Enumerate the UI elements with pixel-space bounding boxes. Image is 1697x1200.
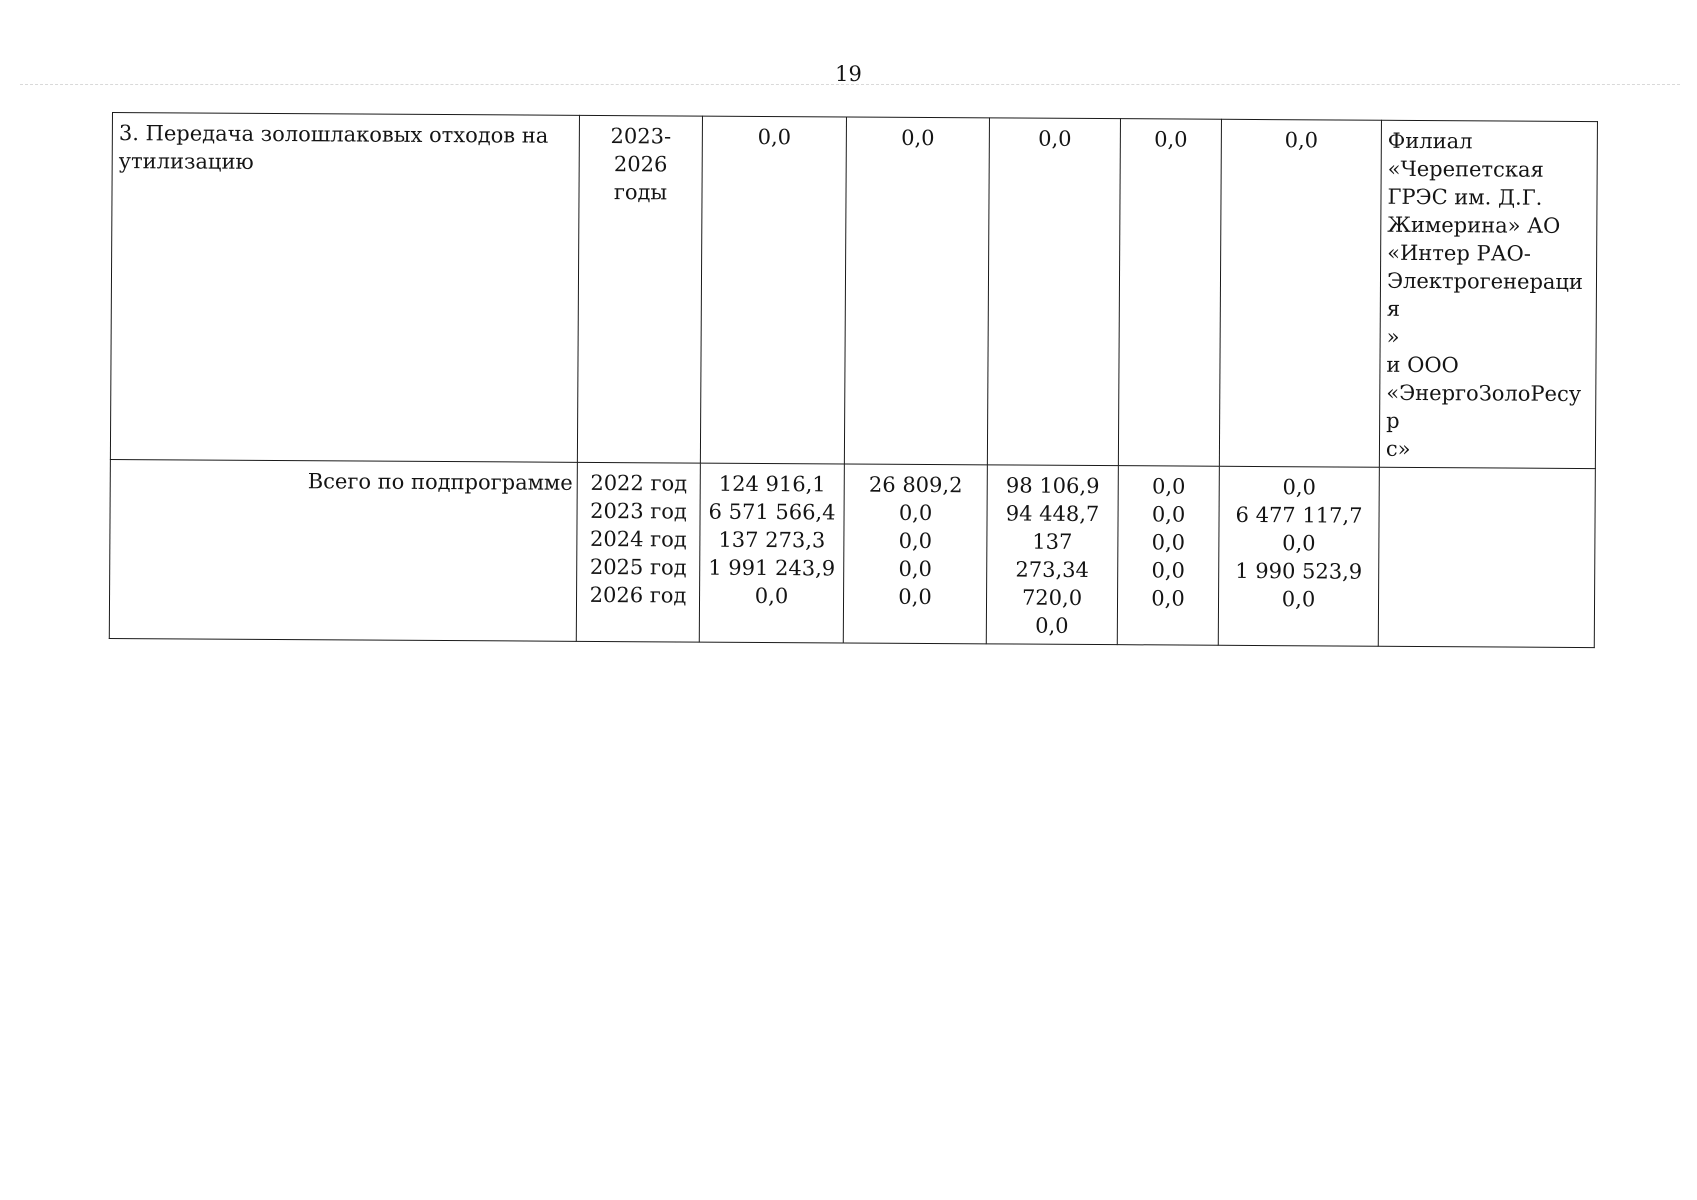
executor-line: «Интер РАО- — [1387, 240, 1531, 266]
item-executor-cell — [1379, 120, 1597, 468]
year-label: 2023 год — [590, 498, 687, 524]
executor-line: Филиал — [1387, 128, 1473, 154]
executor-line: «Черепетская — [1387, 156, 1544, 182]
item-period-years: 2023-2026 — [610, 124, 672, 177]
executor-line: «ЭнергоЗолоРесур — [1386, 380, 1582, 433]
total-col-5-cell — [1218, 466, 1379, 646]
item-period-cell — [577, 115, 702, 463]
value: 0,0 — [1035, 613, 1069, 638]
item-name-cell — [110, 113, 579, 463]
value: 137 273,34 — [1015, 529, 1090, 582]
value: 0,0 — [1151, 558, 1185, 583]
value: 94 448,7 — [1005, 501, 1100, 527]
item-value-total: 0,0 — [700, 116, 846, 464]
item-period-unit: годы — [613, 180, 668, 205]
value: 137 273,3 — [718, 527, 826, 553]
value: 6 477 117,7 — [1235, 502, 1363, 528]
value: 0,0 — [1282, 531, 1316, 556]
executor-line: ГРЭС им. Д.Г. — [1387, 184, 1543, 210]
value: 0,0 — [1282, 475, 1317, 500]
subprogram-table — [109, 112, 1598, 648]
value: 6 571 566,4 — [708, 499, 836, 525]
value: 0,0 — [898, 528, 933, 554]
executor-line: » — [1386, 324, 1400, 349]
value: 0,0 — [1151, 502, 1186, 527]
item-value-3: 0,0 — [987, 118, 1120, 466]
value: 0,0 — [754, 583, 789, 609]
value: 1 990 523,9 — [1235, 558, 1363, 584]
executor-line: с» — [1385, 436, 1411, 461]
value: 720,0 — [1021, 585, 1083, 610]
total-col-2-cell — [843, 464, 987, 644]
value: 0,0 — [1151, 474, 1186, 499]
item-value-5: 0,0 — [1219, 119, 1381, 467]
value: 1 991 243,9 — [708, 555, 836, 581]
value: 26 809,2 — [868, 472, 963, 498]
scan-artifact-line — [20, 84, 1680, 85]
value: 124 916,1 — [718, 471, 826, 497]
table-row-item — [110, 113, 1597, 469]
executor-line: Жимерина» АО — [1387, 212, 1561, 238]
value: 0,0 — [898, 556, 932, 582]
year-label: 2024 год — [589, 526, 687, 552]
total-years-cell — [576, 462, 700, 642]
value: 98 106,9 — [1005, 473, 1100, 499]
item-value-2: 0,0 — [844, 117, 989, 465]
total-executor-cell — [1378, 467, 1595, 647]
total-col-total-cell — [699, 463, 844, 643]
value: 0,0 — [898, 500, 933, 526]
year-label: 2026 год — [589, 582, 687, 608]
value: 0,0 — [1151, 530, 1186, 555]
year-label: 2022 год — [590, 470, 688, 496]
year-label: 2025 год — [589, 554, 687, 580]
value: 0,0 — [898, 584, 932, 610]
table-row-total — [109, 459, 1595, 647]
value: 0,0 — [1151, 586, 1185, 611]
item-value-4: 0,0 — [1118, 119, 1221, 467]
item-name: 3. Передача золошлаковых отходов на утилизацию — [118, 121, 549, 174]
value: 0,0 — [1281, 587, 1316, 612]
total-name: Всего по подпрограмме — [307, 469, 573, 495]
executor-line: и ООО — [1386, 352, 1459, 378]
executor-line: Электрогенерация — [1386, 268, 1584, 321]
total-col-4-cell — [1117, 466, 1219, 646]
page-number: 19 — [835, 62, 862, 86]
total-name-cell — [109, 459, 577, 641]
total-col-3-cell — [986, 465, 1118, 645]
